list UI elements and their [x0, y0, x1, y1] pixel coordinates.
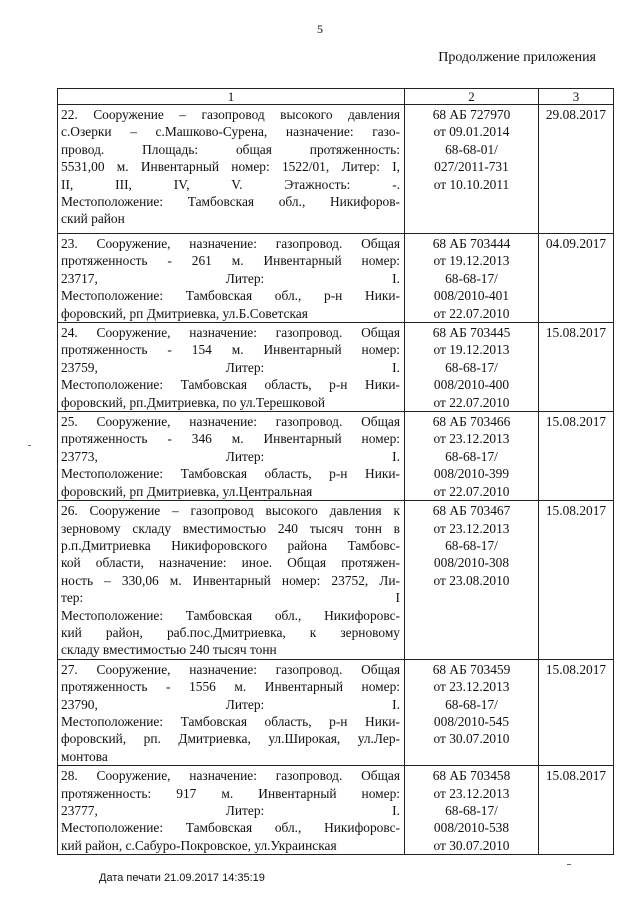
registration-line: от 22.07.2010: [433, 394, 510, 410]
registration-line: 68-68-17/: [445, 537, 498, 553]
registration-line: 008/2010-399: [433, 466, 510, 482]
date-cell: 15.08.2017: [539, 766, 614, 855]
object-description-cell: [58, 501, 405, 660]
description-line: 23773, Литер: I.: [61, 448, 400, 464]
registration-line: 68-68-17/: [445, 270, 498, 286]
table-row: [58, 105, 614, 234]
column-header-1: 1: [58, 89, 405, 105]
description-line: монтова: [61, 748, 108, 764]
description-line: Местоположение: Тамбовская обл., Никифоровс-: [61, 607, 400, 623]
registration-line: 008/2010-545: [433, 713, 510, 729]
description-line: зерновому складу вместимостью 240 тысяч тонн в: [61, 520, 400, 536]
registration-details-cell: [405, 234, 539, 323]
object-description-cell: [58, 412, 405, 501]
description-line: Местоположение: Тамбовская область, р-н Ники-: [61, 713, 400, 729]
registration-line: 68-68-17/: [445, 359, 498, 375]
description-line: 22. Сооружение – газопровод высокого давления: [61, 107, 400, 122]
column-header-2: 2: [405, 89, 539, 105]
description-line: 28. Сооружение, назначение: газопровод. Общая: [61, 768, 400, 784]
registration-details-cell: [405, 766, 539, 855]
date-cell: 15.08.2017: [539, 412, 614, 501]
appendix-continuation-header: Продолжение приложения: [438, 50, 596, 65]
description-line: 23790, Литер: I.: [61, 696, 400, 712]
registration-line: 68 АБ 703445: [432, 325, 511, 341]
description-line: 26. Сооружение – газопровод высокого давления к: [61, 503, 400, 519]
registration-line: от 22.07.2010: [433, 305, 510, 321]
registration-line: 68 АБ 703467: [432, 503, 511, 519]
description-line: Местоположение: Тамбовская область, р-н Ники-: [61, 377, 400, 393]
table-row: [58, 234, 614, 323]
registration-line: 68-68-01/: [445, 141, 498, 157]
description-line: форовский, рп. Дмитриевка, ул.Широкая, ул.Лер-: [61, 731, 400, 747]
scan-speck: [28, 445, 31, 446]
scan-speck: [567, 864, 571, 865]
registration-line: от 23.12.2013: [433, 431, 510, 447]
description-line: форовский, рп.Дмитриевка, по ул.Терешковой: [61, 394, 326, 410]
registration-line: от 23.12.2013: [433, 520, 510, 536]
date-cell: 29.08.2017: [539, 105, 614, 234]
registration-details-cell: [405, 105, 539, 234]
description-line: кий район, с.Сабуро-Покровское, ул.Украинская: [61, 837, 337, 853]
registration-details-cell: [405, 412, 539, 501]
registration-details-cell: [405, 659, 539, 765]
description-line: кой области, назначение: иное. Общая протяжен-: [61, 555, 400, 571]
object-description-cell: [58, 323, 405, 412]
registration-line: от 19.12.2013: [433, 253, 510, 269]
registration-line: от 10.10.2011: [433, 176, 510, 192]
page-number: 5: [317, 22, 323, 36]
column-header-3: 3: [539, 89, 614, 105]
object-description-cell: [58, 766, 405, 855]
registration-line: от 23.12.2013: [433, 679, 510, 695]
registration-line: от 23.12.2013: [433, 785, 510, 801]
table-body: [58, 105, 614, 855]
date-cell: 15.08.2017: [539, 659, 614, 765]
registration-line: 68-68-17/: [445, 803, 498, 818]
registration-line: 008/2010-538: [433, 820, 510, 836]
description-line: с.Озерки – с.Машково-Сурена, назначение: газо-: [61, 124, 400, 140]
description-line: 23717, Литер: I.: [61, 270, 400, 286]
description-line: Местоположение: Тамбовская обл., Никифоровс-: [61, 820, 400, 836]
print-date-footer: Дата печати 21.09.2017 14:35:19: [99, 872, 265, 884]
registration-line: от 23.08.2010: [433, 572, 510, 588]
date-cell: 15.08.2017: [539, 501, 614, 660]
description-line: протяженность - 261 м. Инвентарный номер:: [61, 253, 400, 269]
table-row: [58, 659, 614, 765]
table-row: [58, 323, 614, 412]
registration-line: от 19.12.2013: [433, 342, 510, 358]
description-line: 23. Сооружение, назначение: газопровод. Общая: [61, 236, 400, 251]
description-line: протяженность: 917 м. Инвентарный номер:: [61, 785, 400, 801]
registration-line: 008/2010-308: [433, 555, 510, 571]
table-row: [58, 412, 614, 501]
registration-line: от 30.07.2010: [433, 731, 510, 747]
description-line: 25. Сооружение, назначение: газопровод. Общая: [61, 414, 400, 430]
description-line: кий район, раб.пос.Дмитриевка, к зерновому: [61, 624, 400, 640]
registration-line: 027/2011-731: [434, 159, 509, 175]
property-table: [57, 88, 614, 855]
description-line: р.п.Дмитриевка Никифоровского района Тамбовс-: [61, 537, 400, 553]
registration-line: 68-68-17/: [445, 448, 498, 464]
description-line: ность – 330,06 м. Инвентарный номер: 23752, Ли-: [61, 572, 400, 588]
registration-line: 68-68-17/: [445, 696, 498, 712]
object-description-cell: [58, 234, 405, 323]
description-line: провод. Площадь: общая протяженность:: [61, 141, 400, 157]
date-cell: 15.08.2017: [539, 323, 614, 412]
registration-line: 68 АБ 703459: [432, 661, 511, 677]
description-line: ский район: [61, 211, 125, 227]
registration-line: 68 АБ 703458: [432, 768, 511, 784]
table-row: [58, 501, 614, 660]
registration-line: от 30.07.2010: [433, 837, 510, 853]
registration-line: 008/2010-401: [433, 288, 510, 304]
description-line: 24. Сооружение, назначение: газопровод. Общая: [61, 325, 400, 341]
description-line: протяженность - 1556 м. Инвентарный номер:: [61, 679, 400, 695]
registration-line: 68 АБ 703444: [432, 236, 511, 251]
description-line: Местоположение: Тамбовская обл., р-н Ники-: [61, 288, 400, 304]
description-line: Местоположение: Тамбовская обл., Никифоров-: [61, 194, 400, 210]
registration-line: от 22.07.2010: [433, 483, 510, 499]
registration-line: 008/2010-400: [433, 377, 510, 393]
description-line: складу вместимостью 240 тысяч тонн: [61, 642, 277, 658]
registration-line: 68 АБ 703466: [432, 414, 511, 430]
table-row: [58, 766, 614, 855]
object-description-cell: [58, 105, 405, 234]
description-line: протяженность - 154 м. Инвентарный номер:: [61, 342, 400, 358]
description-line: 23777, Литер: I.: [61, 803, 400, 818]
description-line: протяженность - 346 м. Инвентарный номер:: [61, 431, 400, 447]
description-line: тер: I: [61, 590, 400, 606]
registration-line: от 09.01.2014: [433, 124, 510, 140]
date-cell: 04.09.2017: [539, 234, 614, 323]
description-line: форовский, рп Дмитриевка, ул.Б.Советская: [61, 305, 308, 321]
description-line: форовский, рп Дмитриевка, ул.Центральная: [61, 483, 313, 499]
description-line: II, III, IV, V. Этажность: -.: [61, 176, 400, 192]
description-line: 5531,00 м. Инвентарный номер: 1522/01, Литер: I,: [61, 159, 400, 175]
object-description-cell: [58, 659, 405, 765]
registration-line: 68 АБ 727970: [432, 107, 511, 122]
table-header-row: [58, 89, 614, 105]
description-line: 27. Сооружение, назначение: газопровод. Общая: [61, 661, 400, 677]
description-line: 23759, Литер: I.: [61, 359, 400, 375]
registration-details-cell: [405, 323, 539, 412]
property-table-container: [57, 88, 613, 855]
description-line: Местоположение: Тамбовская область, р-н Ники-: [61, 466, 400, 482]
registration-details-cell: [405, 501, 539, 660]
